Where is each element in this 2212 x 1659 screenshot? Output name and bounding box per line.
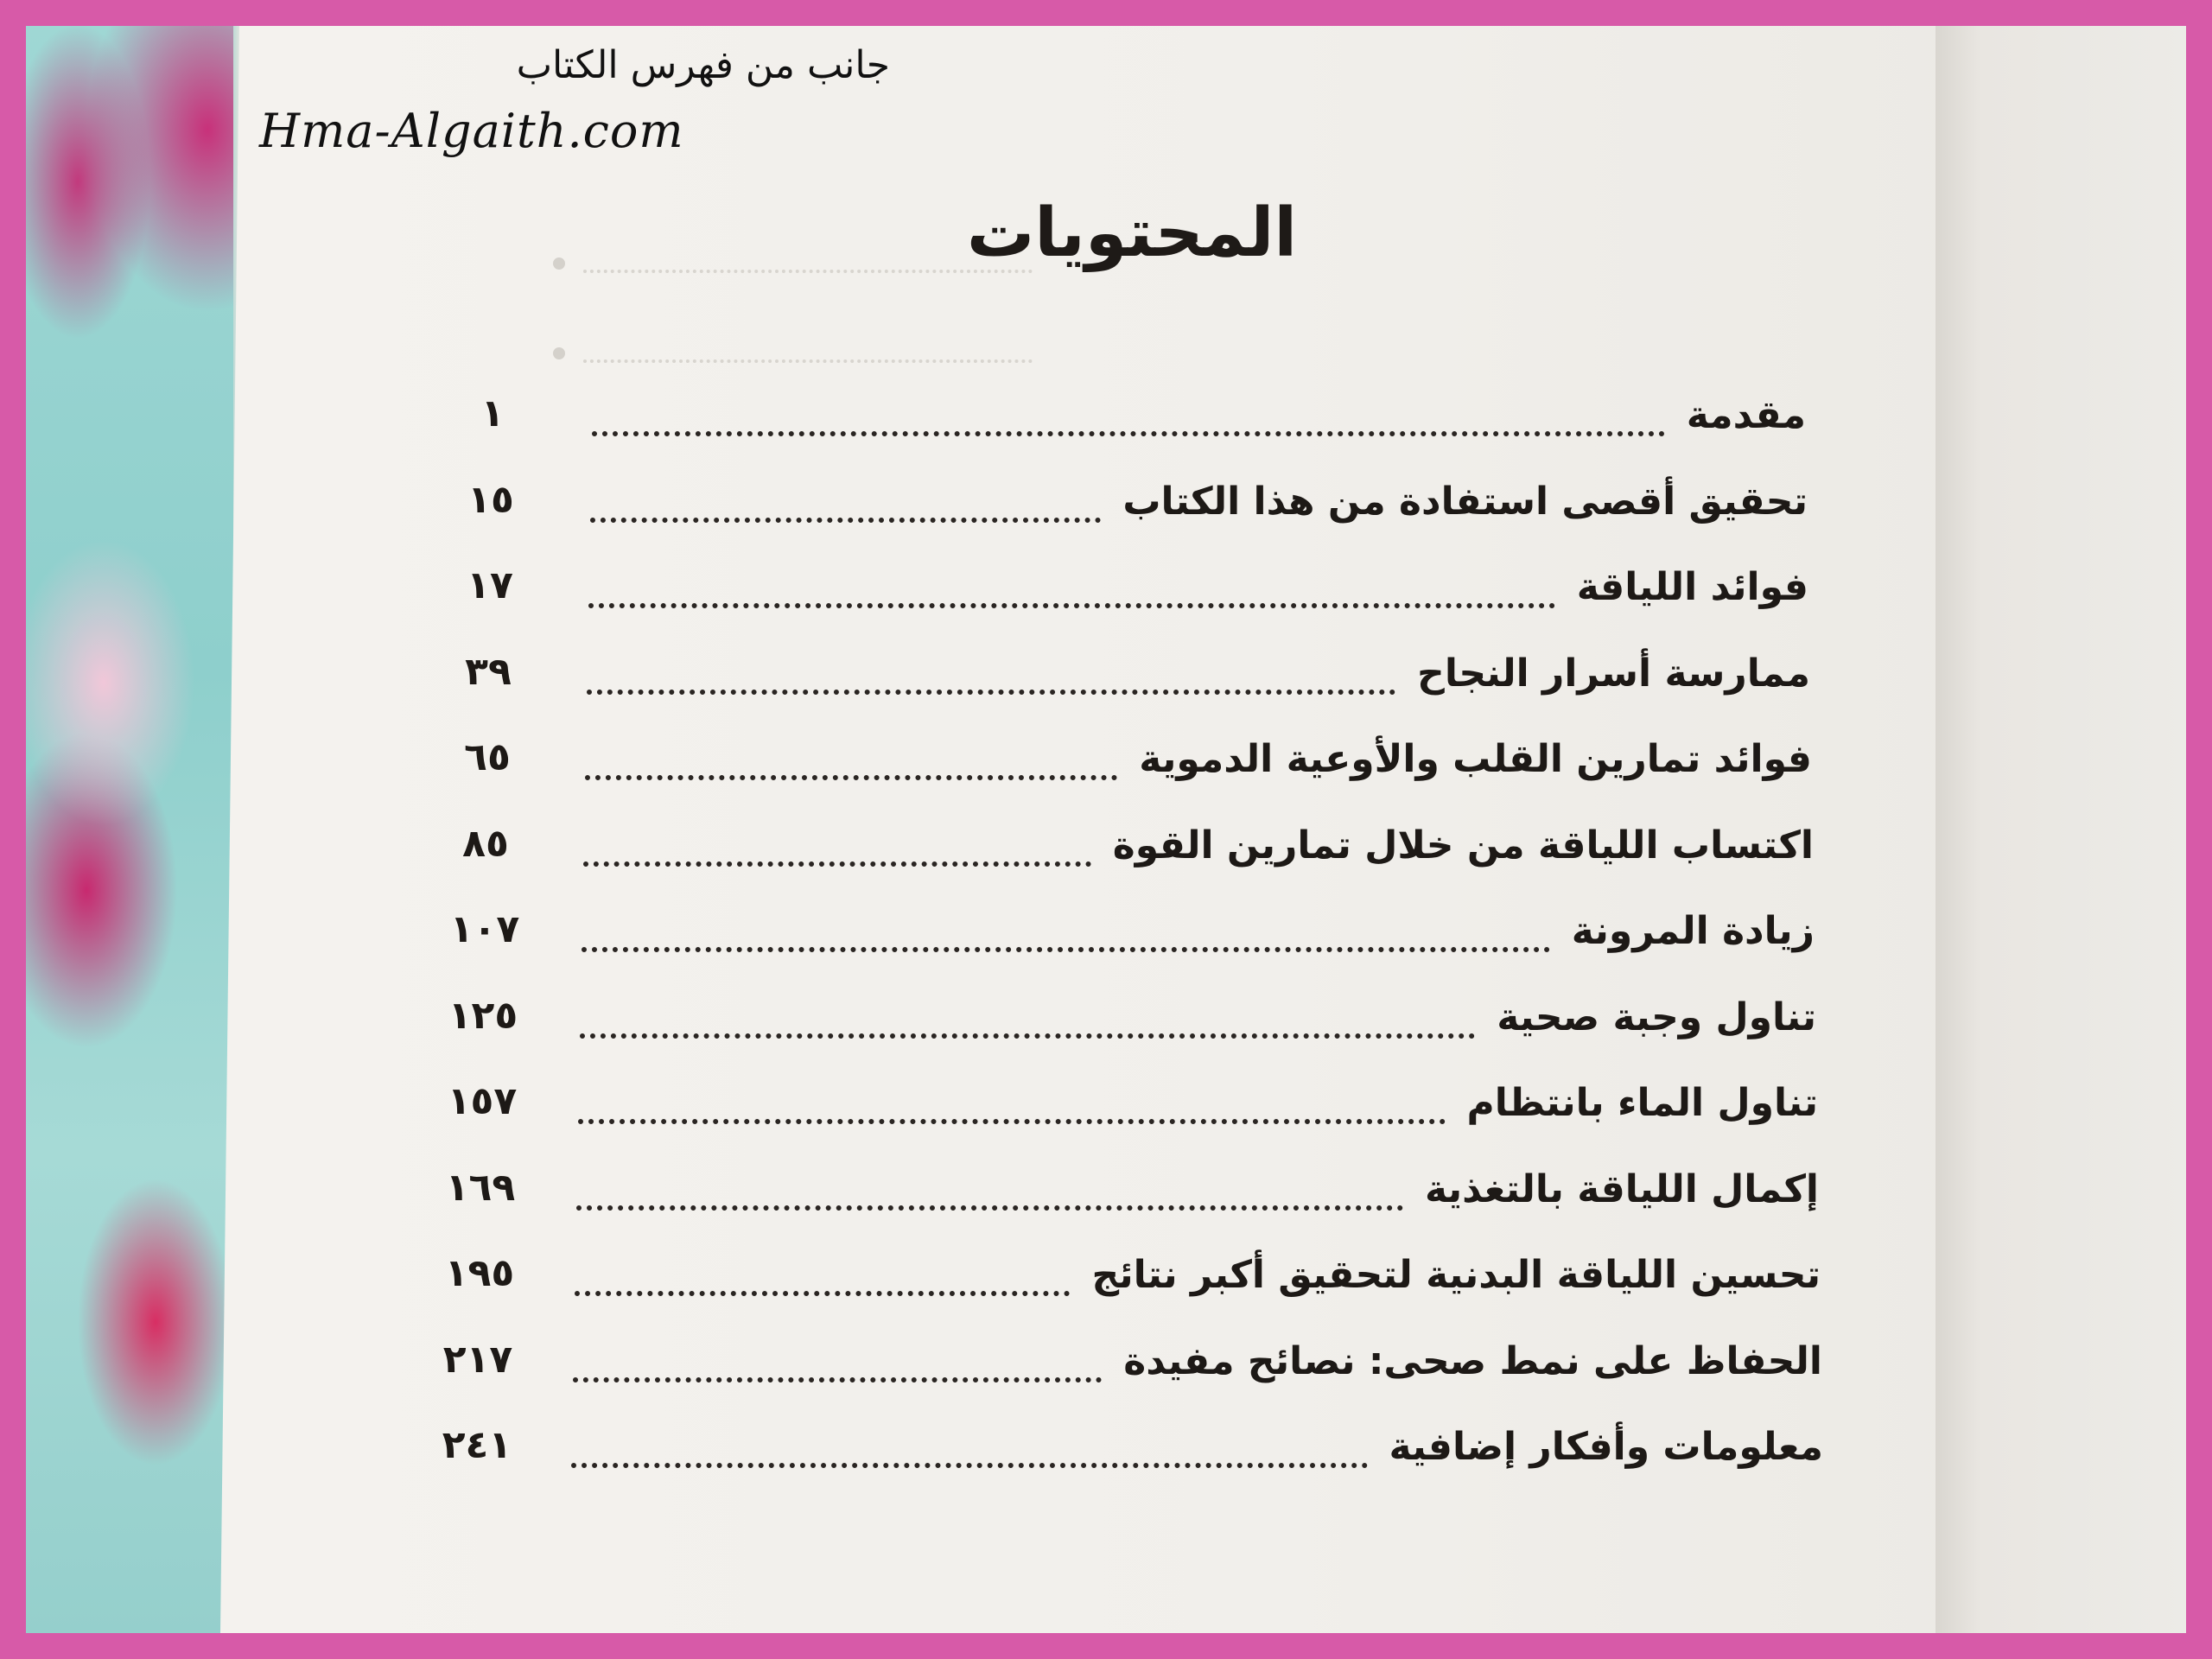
toc-entry-page-number: ١٥٧ [447, 1079, 518, 1123]
toc-dot-leader [588, 603, 1555, 608]
toc-entry [432, 995, 1816, 1065]
toc-entry-page-number: ١٦٩ [445, 1166, 516, 1210]
toc-entry-title: ممارسة أسرار النجاح [1417, 652, 1810, 696]
toc-entry-page-number: ٢٤١ [442, 1423, 512, 1467]
toc-entry-page-number: ١٢٥ [448, 994, 518, 1038]
toc-entry-title: فوائد اللياقة [1576, 565, 1808, 609]
toc-entry-page-number: ١٩٥ [444, 1251, 515, 1295]
toc-entry-title: إكمال اللياقة بالتغذية [1424, 1167, 1819, 1211]
toc-entry [432, 1081, 1818, 1150]
toc-entry-page-number: ١ [480, 391, 505, 435]
toc-dot-leader [582, 947, 1550, 952]
toc-entry [432, 565, 1808, 634]
toc-entry-title: اكتساب اللياقة من خلال تمارين القوة [1112, 823, 1814, 868]
toc-dot-leader [587, 690, 1395, 695]
toc-dot-leader [585, 775, 1117, 780]
toc-entry [432, 1253, 1821, 1322]
toc-entry [432, 1167, 1819, 1236]
toc-entry-title: الحفاظ على نمط صحى: نصائح مفيدة [1123, 1339, 1822, 1383]
toc-entry [432, 652, 1810, 721]
toc-dot-leader [580, 1033, 1475, 1039]
toc-entry-page-number: ١٧ [467, 563, 513, 607]
watermark-site: Hma-Algaith.com [259, 104, 684, 158]
toc-entry-title: فوائد تمارين القلب والأوعية الدموية [1139, 737, 1812, 781]
toc-dot-leader [590, 518, 1101, 523]
toc-entry-title: تحسين اللياقة البدنية لتحقيق أكبر نتائج [1091, 1253, 1821, 1297]
toc-entry [432, 480, 1808, 549]
toc-dot-leader [573, 1377, 1102, 1382]
toc-dot-leader [571, 1463, 1368, 1468]
toc-entry-title: زيادة المرونة [1571, 909, 1815, 953]
watermark-title: جانب من فهرس الكتاب [516, 43, 890, 87]
toc-dot-leader [592, 431, 1665, 436]
toc-dot-leader [583, 861, 1091, 867]
contents-heading: المحتويات [966, 194, 1298, 272]
toc-entry [432, 909, 1815, 978]
toc-entry [432, 1425, 1823, 1494]
toc-entry [432, 393, 1806, 462]
toc-entry-page-number: ٢١٧ [442, 1338, 513, 1382]
toc-entry [432, 737, 1812, 806]
toc-entry-title: تناول الماء بانتظام [1466, 1081, 1818, 1125]
toc-entry-page-number: ١٥ [467, 478, 514, 522]
toc-entry-page-number: ٦٥ [464, 735, 511, 779]
toc-entry-page-number: ١٠٧ [449, 907, 520, 951]
toc-entry-page-number: ٨٥ [462, 822, 509, 866]
toc-entry-title: تناول وجبة صحية [1497, 995, 1816, 1039]
toc-entry-page-number: ٣٩ [465, 650, 512, 694]
toc-entry [432, 823, 1814, 893]
toc-entry-title: تحقيق أقصى استفادة من هذا الكتاب [1122, 480, 1808, 524]
toc-entry [432, 1339, 1822, 1408]
toc-dot-leader [575, 1291, 1070, 1296]
toc-dot-leader [578, 1119, 1446, 1124]
toc-entry-title: مقدمة [1686, 393, 1806, 437]
toc-entry-title: معلومات وأفكار إضافية [1389, 1425, 1823, 1469]
toc-dot-leader [576, 1205, 1403, 1211]
